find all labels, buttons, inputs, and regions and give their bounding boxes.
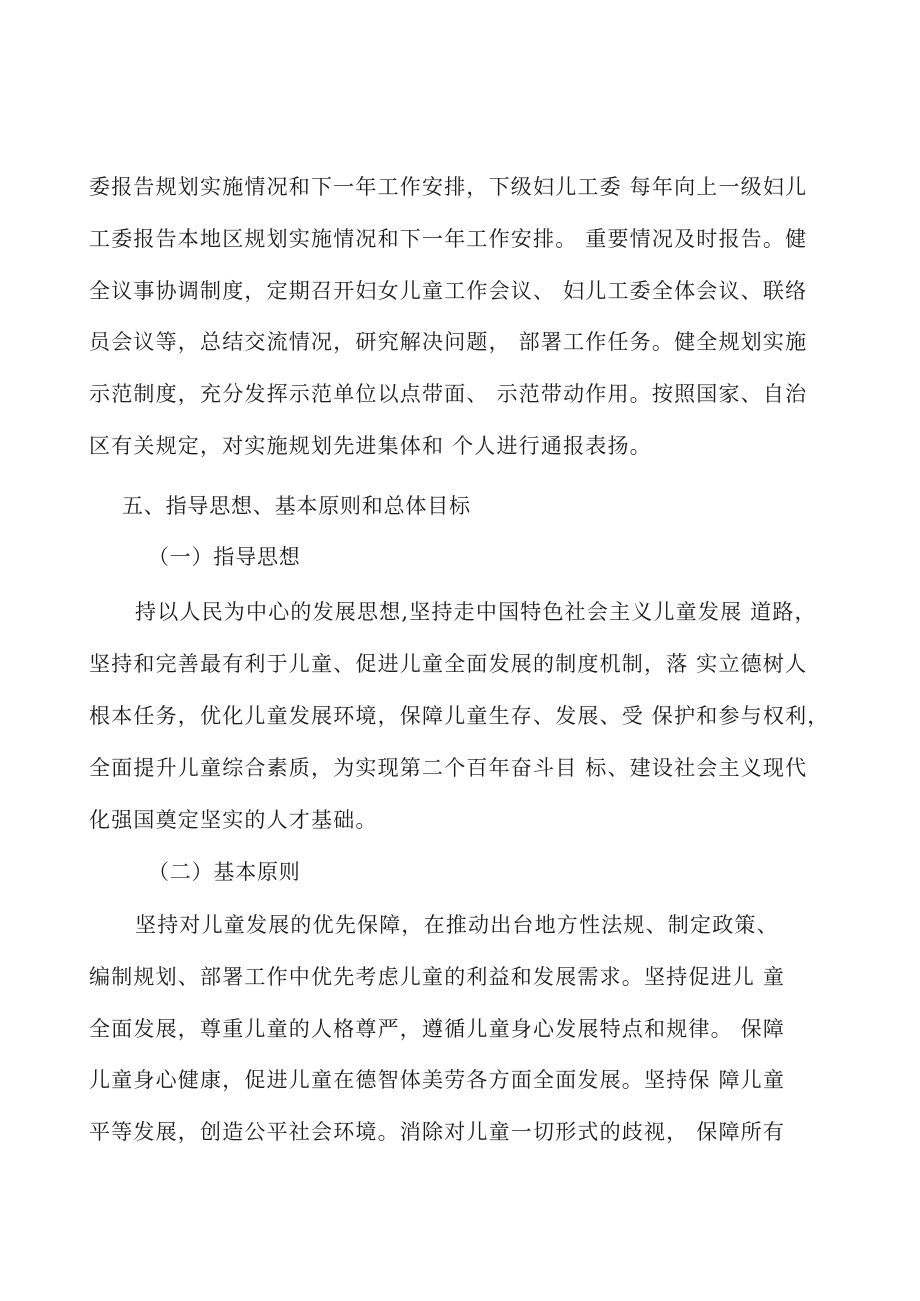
paragraph-line: 区有关规定，对实施规划先进集体和 个人进行通报表扬。 xyxy=(89,434,652,458)
paragraph-line: 全面提升儿童综合素质，为实现第二个百年奋斗目 标、建设社会主义现代 xyxy=(89,756,808,780)
paragraph-line: 根本任务，优化儿童发展环境，保障儿童生存、发展、受 保护和参与权利， xyxy=(89,704,830,728)
paragraph-line: 工委报告本地区规划实施情况和下一年工作安排。 重要情况及时报告。健 xyxy=(89,227,808,251)
chapter-heading: 五、指导思想、基本原则和总体目标 xyxy=(122,494,471,518)
paragraph-line: 化强国奠定坚实的人才基础。 xyxy=(89,808,378,832)
subsection-heading: （二）基本原则 xyxy=(148,860,301,884)
paragraph-line: 持以人民为中心的发展思想,坚持走中国特色社会主义儿童发展 道路， xyxy=(135,600,817,624)
subsection-heading: （一）指导思想 xyxy=(148,545,301,569)
paragraph-line: 儿童身心健康，促进儿童在德智体美劳各方面全面发展。坚持保 障儿童 xyxy=(89,1068,786,1092)
paragraph-line: 全议事协调制度，定期召开妇女儿童工作会议、 妇儿工委全体会议、联络 xyxy=(89,279,808,303)
paragraph-line: 坚持对儿童发展的优先保障，在推动出台地方性法规、制定政策、 xyxy=(135,913,779,937)
paragraph-line: 平等发展，创造公平社会环境。消除对儿童一切形式的歧视， 保障所有 xyxy=(89,1120,786,1144)
paragraph-line: 示范制度，充分发挥示范单位以点带面、 示范带动作用。按照国家、自治 xyxy=(89,382,808,406)
paragraph-line: 委报告规划实施情况和下一年工作安排，下级妇儿工委 每年向上一级妇儿 xyxy=(89,175,808,199)
paragraph-line: 坚持和完善最有利于儿童、促进儿童全面发展的制度机制，落 实立德树人 xyxy=(89,652,808,676)
paragraph-line: 编制规划、部署工作中优先考虑儿童的利益和发展需求。坚持促进儿 童 xyxy=(89,965,786,989)
paragraph-line: 员会议等，总结交流情况，研究解决问题， 部署工作任务。健全规划实施 xyxy=(89,330,808,354)
paragraph-line: 全面发展，尊重儿童的人格尊严，遵循儿童身心发展特点和规律。 保障 xyxy=(89,1017,786,1041)
